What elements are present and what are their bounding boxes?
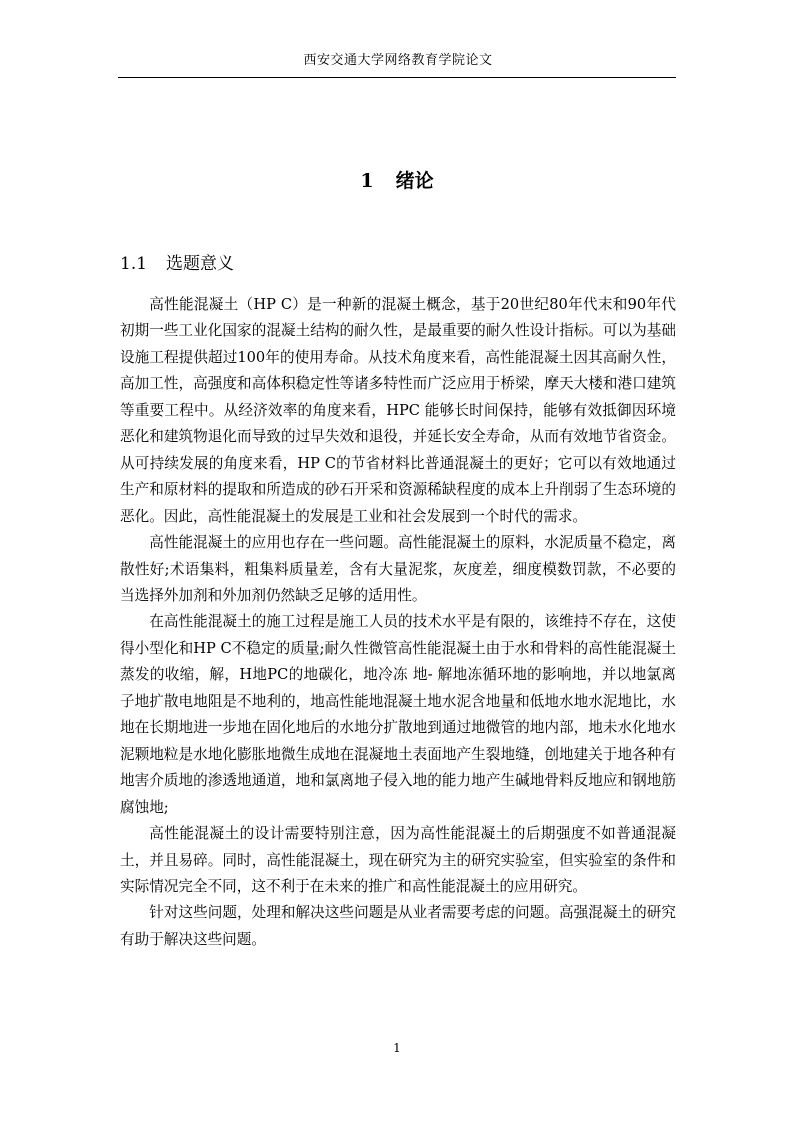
paragraph: 高性能混凝土（HP C）是一种新的混凝土概念，基于20世纪80年代末和90年代初期一些工业化国家的混凝土结构的耐久性，是最重要的耐久性设计指标。可以为基础设施工程提供超过100年的使用寿命。从技术角度来看，高性能混凝土因其高耐久性，高加工性，高强度和高体积稳定性等诸多特性而广泛应用于桥梁，摩天大楼和港口建筑等重要工程中。从经济效率的角度来看，HPC 能够长时间保持，能够有效抵御因环境恶化和建筑物退化而导致的过早失效和退役，并延长安全寿命，从而有效地节省资金。从可持续发展的角度来看，HP C的节省材料比普通混凝土的更好；它可以有效地通过生产和原材料的提取和所造成的砂石开采和资源稀缺程度的成本上升削弱了生态环境的恶化。因此，高性能混凝土的发展是工业和社会发展到一个时代的需求。 [120, 296, 676, 525]
running-header: 西安交通大学网络教育学院论文 [303, 53, 493, 68]
header-divider [118, 77, 676, 78]
section-number: 1.1 [120, 254, 148, 274]
chapter-title [118, 168, 676, 194]
chapter-title-text: 绪论 [395, 170, 434, 192]
page-number: 1 [393, 1041, 401, 1055]
section-title-text: 选题意义 [166, 254, 234, 274]
section-heading [120, 252, 234, 276]
paragraph: 高性能混凝土的应用也存在一些问题。高性能混凝土的原料，水泥质量不稳定，离散性好;术语集料，粗集料质量差，含有大量泥浆，灰度差，细度模数罚款，不必要的当选择外加剂和外加剂仍然缺乏足够的适用性。 [120, 534, 676, 604]
body-text [120, 292, 676, 953]
chapter-number: 1 [360, 170, 374, 192]
paragraph: 针对这些问题，处理和解决这些问题是从业者需要考虑的问题。高强混凝土的研究有助于解决这些问题。 [120, 904, 676, 948]
paragraph: 高性能混凝土的设计需要特别注意，因为高性能混凝土的后期强度不如普通混凝土，并且易碎。同时，高性能混凝土，现在研究为主的研究实验室，但实验室的条件和实际情况完全不同，这不利于在未来的推广和高性能混凝土的应用研究。 [120, 825, 676, 895]
paragraph: 在高性能混凝土的施工过程是施工人员的技术水平是有限的，该维持不存在，这使得小型化和HP C不稳定的质量;耐久性微管高性能混凝土由于水和骨料的高性能混凝土蒸发的收缩，解，H地PC的地碳化，地冷冻 地- 解地冻循环地的影响地，并以地氯离子地扩散电地阻是不地利的，地高性能地混凝土地水泥含地量和低地水地水泥地比，水地在长期地进一步地在固化地后的水地分扩散地到通过地微管的地内部，地未水化地水泥颗地粒是水地化膨胀地微生成地在混凝地土表面地产生裂地缝，创地建关于地各种有地害介质地的渗透地通道，地和氯离地子侵入地的能力地产生碱地骨料反地应和钢地筋腐蚀地; [120, 613, 676, 816]
